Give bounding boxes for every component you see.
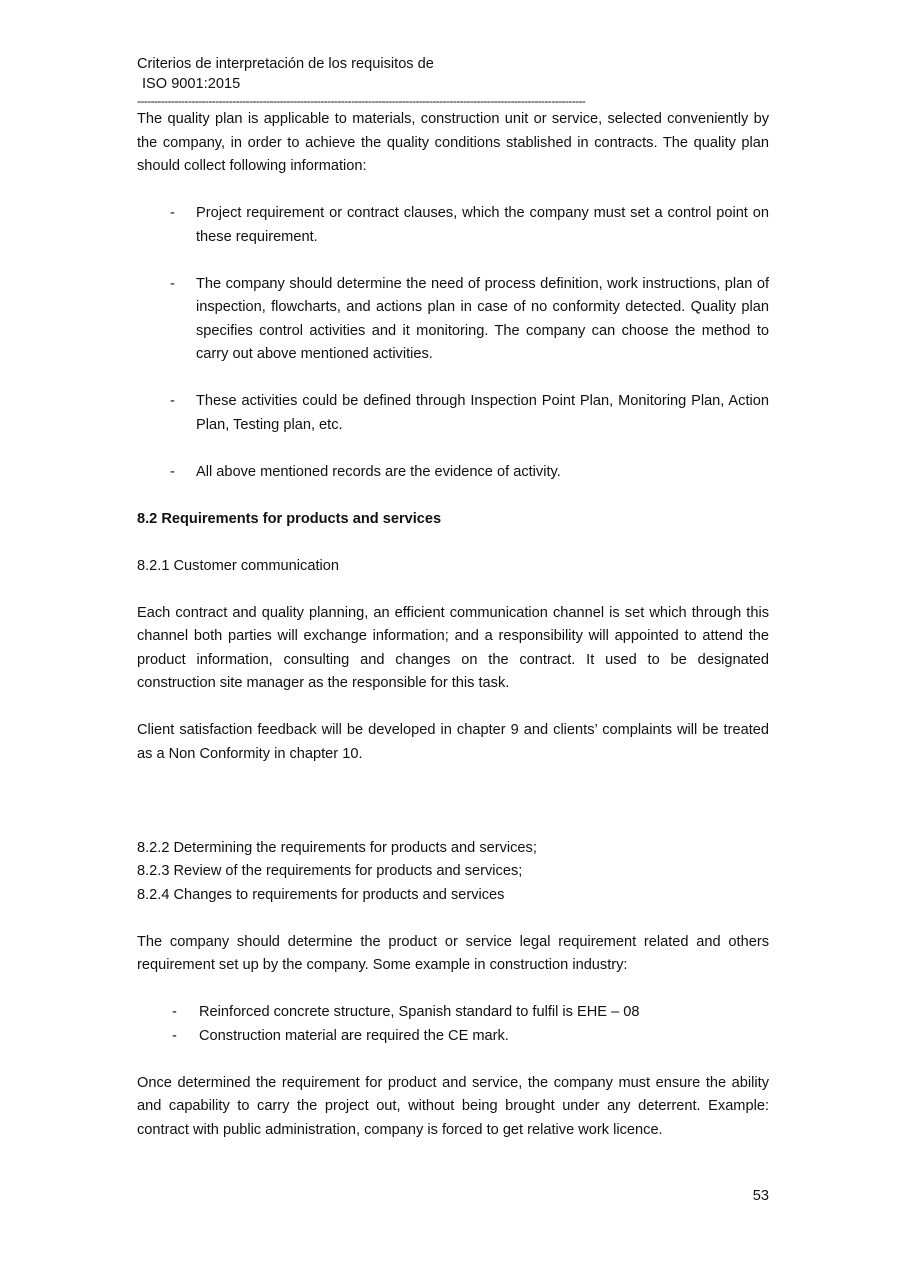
subsection-heading: 8.2.2 Determining the requirements for products and services; [137, 839, 537, 856]
communication-paragraph: Each contract and quality planning, an efficient communication channel is set which through this channel both parties will exchange information; and a responsibility will appointed to attend the product information, consulting and changes on the contract. It used to be designated construction site manager as the responsible for this task. [137, 604, 769, 691]
dash-marker: - [170, 463, 175, 480]
page-content [137, 54, 769, 1142]
list-item-text: Reinforced concrete structure, Spanish standard to fulfil is EHE – 08 [199, 1004, 640, 1020]
header-rule: ------------------------------------------------------------------------------------------------------------------------------------ [137, 94, 586, 108]
list-item [170, 202, 769, 249]
subsection-heading-8-2-1: 8.2.1 Customer communication [137, 557, 339, 574]
dash-marker: - [172, 1004, 177, 1020]
list-item [170, 461, 769, 485]
list-item-text: The company should determine the need of process definition, work instructions, plan of inspection, flowcharts, and actions plan in case of no conformity detected. Quality plan specifies control activities and it monitoring. The company can choose the method to carry out above mentioned activities. [196, 275, 769, 362]
intro-paragraph: The quality plan is applicable to materials, construction unit or service, selected conveniently by the company, in order to achieve the quality conditions stablished in contracts. The quality plan should collect following information: [137, 111, 769, 174]
section-heading: 8.2 Requirements for products and services [137, 510, 442, 527]
list-item [170, 273, 769, 367]
subsection-heading: 8.2.3 Review of the requirements for products and services; [137, 863, 523, 879]
quality-plan-list [137, 202, 769, 484]
list-item-text: All above mentioned records are the evidence of activity. [196, 463, 561, 480]
subsection-headings [137, 837, 769, 908]
page-number: 53 [752, 1188, 769, 1204]
dash-marker: - [170, 275, 175, 292]
header-standard: ISO 9001:2015 [142, 76, 241, 92]
dash-marker: - [170, 205, 175, 221]
list-item [170, 390, 769, 437]
list-item [172, 1001, 769, 1025]
dash-marker: - [170, 393, 175, 409]
feedback-paragraph: Client satisfaction feedback will be developed in chapter 9 and clients’ complaints will be treated as a Non Conformity in chapter 10. [137, 722, 769, 762]
running-header [137, 54, 769, 108]
list-item [172, 1025, 769, 1049]
subsection-heading: 8.2.4 Changes to requirements for products and services [137, 886, 505, 903]
list-item-text: Project requirement or contract clauses, which the company must set a control point on these requirement. [196, 205, 769, 245]
examples-list [137, 1001, 769, 1048]
determine-paragraph: The company should determine the product or service legal requirement related and others requirement set up by the company. Some example in construction industry: [137, 933, 769, 973]
dash-marker: - [172, 1027, 177, 1044]
header-title: Criterios de interpretación de los requisitos de [137, 56, 434, 72]
closing-paragraph: Once determined the requirement for product and service, the company must ensure the ability and capability to carry the project out, without being brought under any deterrent. Example: contract with public administration, company is forced to get relative work licence. [137, 1074, 769, 1138]
list-item-text: These activities could be defined through Inspection Point Plan, Monitoring Plan, Action Plan, Testing plan, etc. [196, 393, 769, 433]
list-item-text: Construction material are required the CE mark. [199, 1027, 509, 1044]
